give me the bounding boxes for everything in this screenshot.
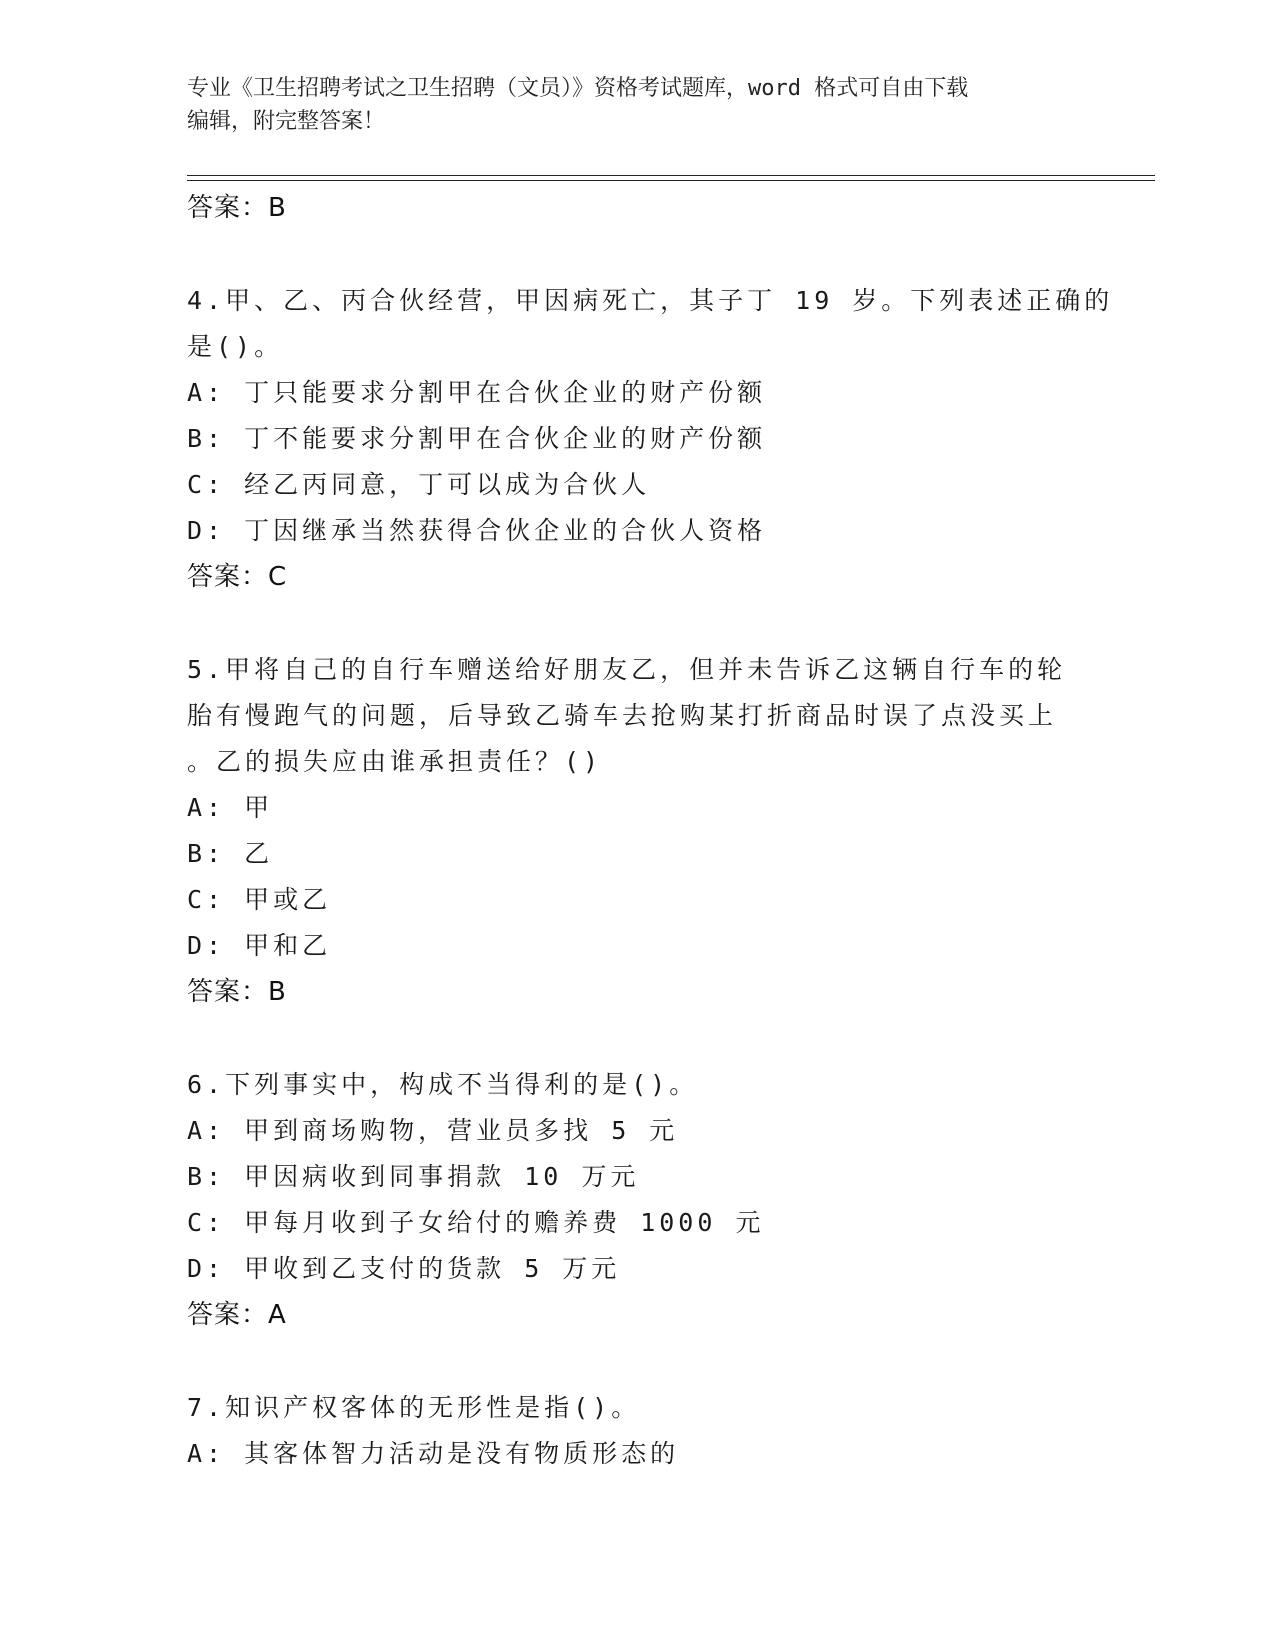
question-6-text-1: 6.下列事实中，构成不当得利的是()。 <box>187 1070 699 1099</box>
header-line-2: 编辑，附完整答案！ <box>187 109 386 134</box>
question-5-text-3: 。乙的损失应由谁承担责任？() <box>187 747 603 776</box>
question-5-option-c: C: 甲或乙 <box>187 885 332 914</box>
question-4-option-b: B: 丁不能要求分割甲在合伙企业的财产份额 <box>187 424 767 453</box>
question-7 <box>187 1385 1087 1477</box>
question-7-text-1: 7.知识产权客体的无形性是指()。 <box>187 1393 641 1422</box>
answer-5: 答案：B <box>187 977 287 1007</box>
question-list <box>187 185 1114 1477</box>
question-4-option-d: D: 丁因继承当然获得合伙企业的合伙人资格 <box>187 516 767 545</box>
question-6-option-d: D: 甲收到乙支付的货款 5 万元 <box>187 1254 621 1283</box>
question-4-text-2: 是()。 <box>187 332 284 361</box>
header-rule-bottom <box>187 180 1155 181</box>
question-4-option-c: C: 经乙丙同意，丁可以成为合伙人 <box>187 470 651 499</box>
question-5-option-a: A: 甲 <box>187 793 274 822</box>
question-4 <box>187 278 1114 600</box>
question-5-option-b: B: 乙 <box>187 839 274 868</box>
question-4-option-a: A: 丁只能要求分割甲在合伙企业的财产份额 <box>187 378 767 407</box>
document-header <box>187 72 1087 138</box>
question-6-option-b: B: 甲因病收到同事捐款 10 万元 <box>187 1162 640 1191</box>
answer-4: 答案：C <box>187 562 288 592</box>
answer-3: 答案：B <box>187 193 287 223</box>
question-5-text-2: 胎有慢跑气的问题，后导致乙骑车去抢购某打折商品时误了点没买上 <box>187 701 1058 730</box>
question-7-option-a: A: 其客体智力活动是没有物质形态的 <box>187 1439 680 1468</box>
header-line-1: 专业《卫生招聘考试之卫生招聘（文员）》资格考试题库，word 格式可自由下载 <box>187 76 969 101</box>
header-rule-top <box>187 175 1155 176</box>
question-6-option-c: C: 甲每月收到子女给付的赡养费 1000 元 <box>187 1208 765 1237</box>
question-6-option-a: A: 甲到商场购物，营业员多找 5 元 <box>187 1116 679 1145</box>
question-5-text-1: 5.甲将自己的自行车赠送给好朋友乙，但并未告诉乙这辆自行车的轮 <box>187 655 1067 684</box>
question-5-option-d: D: 甲和乙 <box>187 931 332 960</box>
question-6 <box>187 1062 1087 1338</box>
question-5 <box>187 647 1087 1015</box>
answer-6: 答案：A <box>187 1300 287 1330</box>
question-4-text-1: 4.甲、乙、丙合伙经营，甲因病死亡，其子丁 19 岁。下列表述正确的 <box>187 286 1114 315</box>
